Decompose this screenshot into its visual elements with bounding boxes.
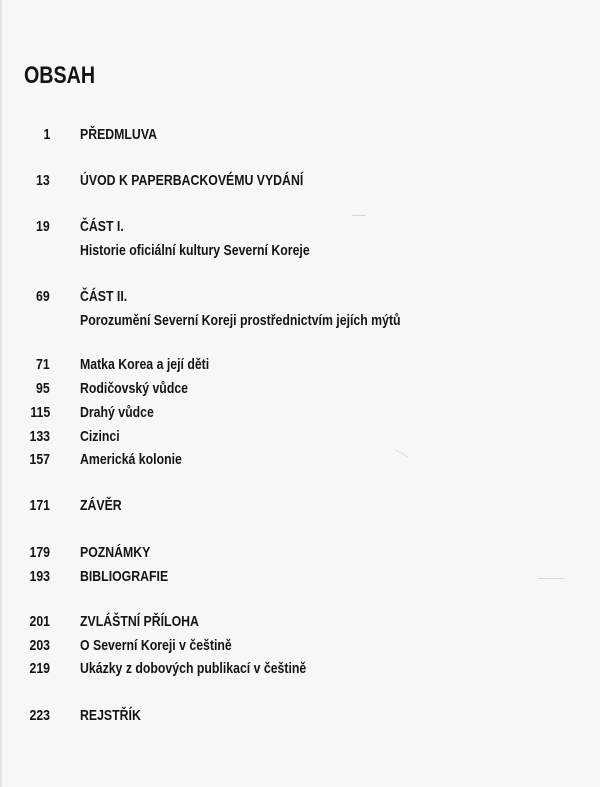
page-number: 115: [30, 404, 50, 421]
toc-entry-appendix: [0, 613, 600, 633]
entry-subtitle: Historie oficiální kultury Severní Koreje: [80, 242, 310, 259]
entry-title: Ukázky z dobových publikací v češtině: [80, 660, 307, 677]
entry-title: ČÁST I.: [80, 218, 124, 235]
page-number: 203: [29, 637, 50, 654]
page-number: 1: [43, 126, 50, 143]
entry-title: ČÁST II.: [80, 288, 128, 305]
entry-title: BIBLIOGRAFIE: [80, 568, 169, 585]
page-number: 71: [36, 356, 50, 373]
entry-title: PŘEDMLUVA: [80, 126, 157, 143]
paper-speck: [538, 578, 564, 579]
toc-entry-appendix-section: [0, 637, 600, 657]
page-number: 133: [29, 428, 50, 445]
entry-subtitle: Porozumění Severní Koreji prostřednictvím jejích mýtů: [80, 312, 401, 329]
page-number: 223: [29, 707, 50, 724]
page-number: 19: [36, 218, 50, 235]
page-number: 157: [29, 451, 50, 468]
toc-entry-part-one: [0, 218, 600, 259]
toc-entry-notes: [0, 544, 600, 564]
toc-entry-bibliography: [0, 568, 600, 588]
page-number: 69: [36, 288, 50, 305]
entry-title: O Severní Koreji v češtině: [80, 637, 232, 654]
toc-entry-introduction: [0, 172, 600, 192]
page-number: 179: [29, 544, 50, 561]
entry-title: Rodičovský vůdce: [80, 380, 189, 397]
page-number: 201: [29, 613, 50, 630]
toc-entry-index: [0, 707, 600, 727]
entry-title: Americká kolonie: [80, 451, 182, 468]
paper-speck: [352, 215, 366, 216]
toc-entry-chapter: [0, 380, 600, 400]
entry-title: ZÁVĚR: [80, 497, 122, 514]
toc-entry-chapter: [0, 428, 600, 448]
entry-title: ÚVOD K PAPERBACKOVÉMU VYDÁNÍ: [80, 172, 304, 189]
entry-title: Cizinci: [80, 428, 120, 445]
toc-entry-chapter: [0, 404, 600, 424]
toc-entry-foreword: [0, 126, 600, 146]
toc-entry-appendix-section: [0, 660, 600, 680]
page-number: 171: [29, 497, 50, 514]
toc-entry-conclusion: [0, 497, 600, 517]
entry-title: POZNÁMKY: [80, 544, 151, 561]
entry-title: ZVLÁŠTNÍ PŘÍLOHA: [80, 613, 199, 630]
entry-title: REJSTŘÍK: [80, 707, 141, 724]
page-number: 95: [36, 380, 50, 397]
toc-entry-chapter: [0, 356, 600, 376]
toc-entry-chapter: [0, 451, 600, 471]
entry-title: Matka Korea a její děti: [80, 356, 210, 373]
toc-entry-part-two: [0, 288, 600, 329]
entry-title: Drahý vůdce: [80, 404, 154, 421]
page-title: OBSAH: [24, 62, 96, 89]
page-number: 219: [29, 660, 50, 677]
page-number: 193: [29, 568, 50, 585]
page-number: 13: [36, 172, 50, 189]
